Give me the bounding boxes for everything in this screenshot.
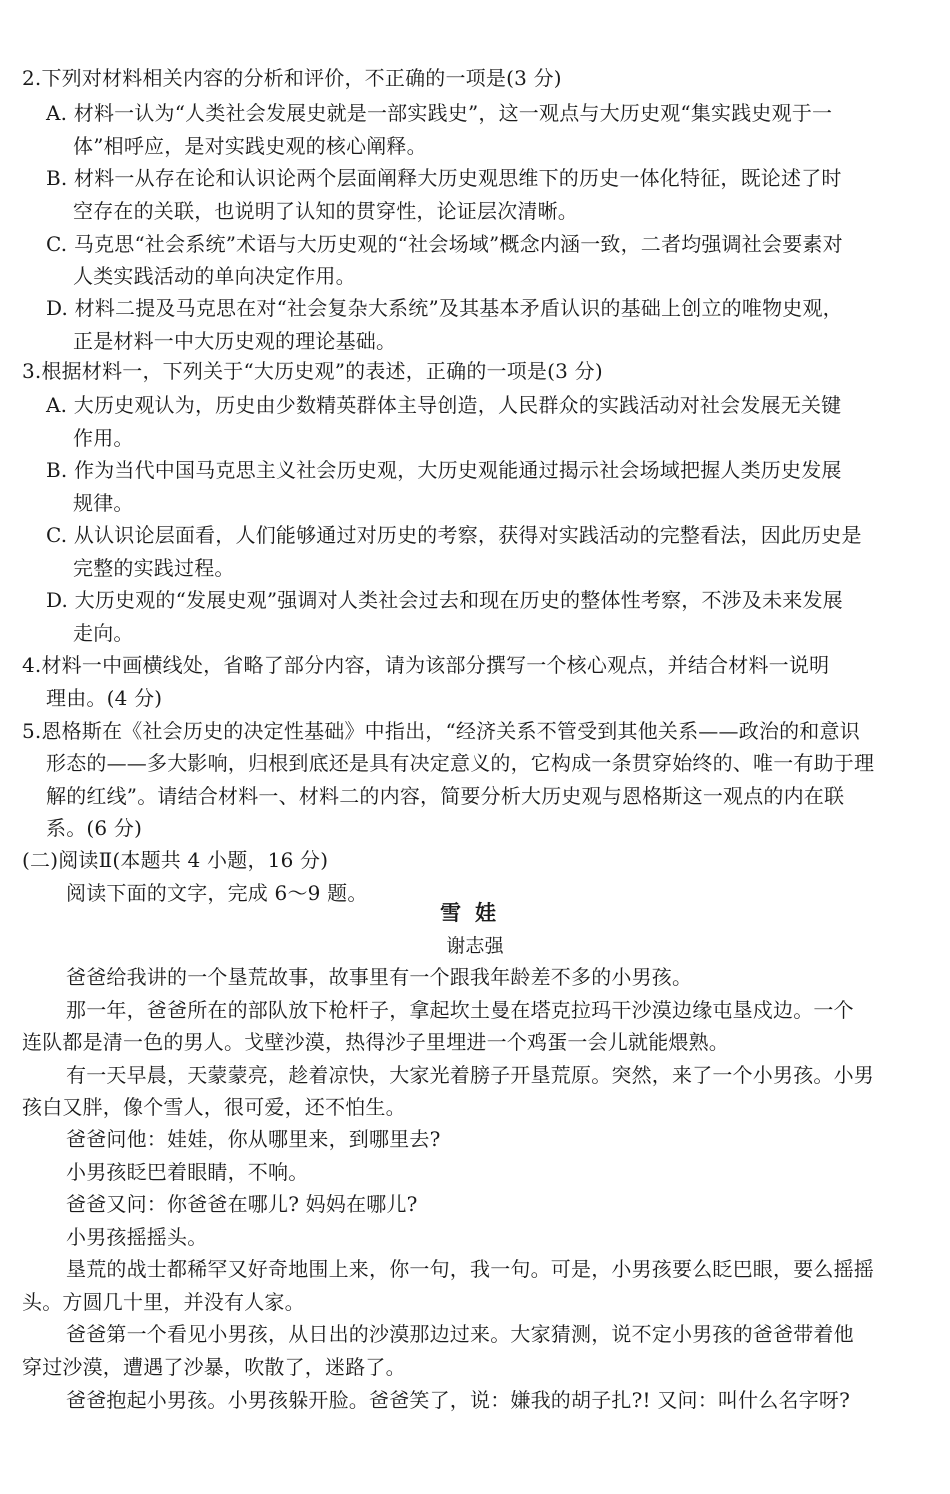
paragraph-2-cont: 连队都是清一色的男人。戈壁沙漠，热得沙子里埋进一个鸡蛋一会儿就能煨熟。 bbox=[22, 1030, 729, 1054]
q3-option-b-cont: 规律。 bbox=[73, 491, 134, 515]
q5-stem-cont-3: 系。(6 分) bbox=[46, 816, 143, 840]
q3-option-a: A. 大历史观认为，历史由少数精英群体主导创造，人民群众的实践活动对社会发展无关键 bbox=[46, 393, 842, 417]
q2-option-d-cont: 正是材料一中大历史观的理论基础。 bbox=[73, 329, 397, 353]
q2-option-b-cont: 空存在的关联，也说明了认知的贯穿性，论证层次清晰。 bbox=[73, 199, 578, 223]
q2-option-b: B. 材料一从存在论和认识论两个层面阐释大历史观思维下的历史一体化特征，既论述了时 bbox=[46, 166, 842, 190]
q2-option-a-cont: 体”相呼应，是对实践史观的核心阐释。 bbox=[73, 134, 427, 158]
q3-option-d-cont: 走向。 bbox=[73, 621, 134, 645]
q3-option-b: B. 作为当代中国马克思主义社会历史观，大历史观能通过揭示社会场域把握人类历史发展 bbox=[46, 458, 842, 482]
paragraph-10: 爸爸抱起小男孩。小男孩躲开脸。爸爸笑了，说：嫌我的胡子扎?! 又问：叫什么名字呀? bbox=[66, 1388, 851, 1412]
q4-stem-cont: 理由。(4 分) bbox=[46, 686, 163, 710]
paragraph-7: 小男孩摇摇头。 bbox=[66, 1225, 208, 1249]
story-author: 谢志强 bbox=[446, 935, 504, 957]
q3-stem: 3.根据材料一，下列关于“大历史观”的表述，正确的一项是(3 分) bbox=[22, 359, 603, 383]
q3-option-c-cont: 完整的实践过程。 bbox=[73, 556, 235, 580]
q2-option-c: C. 马克思“社会系统”术语与大历史观的“社会场域”概念内涵一致，二者均强调社会要素对 bbox=[46, 232, 843, 256]
q2-stem: 2.下列对材料相关内容的分析和评价，不正确的一项是(3 分) bbox=[22, 66, 562, 90]
story-title: 雪娃 bbox=[440, 900, 510, 925]
paragraph-9-cont: 穿过沙漠，遭遇了沙暴，吹散了，迷路了。 bbox=[22, 1355, 406, 1379]
paragraph-4: 爸爸问他：娃娃，你从哪里来，到哪里去? bbox=[66, 1127, 441, 1151]
q2-option-a: A. 材料一认为“人类社会发展史就是一部实践史”，这一观点与大历史观“集实践史观于一 bbox=[46, 101, 833, 125]
paragraph-6: 爸爸又问：你爸爸在哪儿? 妈妈在哪儿? bbox=[66, 1192, 418, 1216]
q3-option-c: C. 从认识论层面看，人们能够通过对历史的考察，获得对实践活动的完整看法，因此历史是 bbox=[46, 523, 862, 547]
q5-stem-cont-1: 形态的——多大影响，归根到底还是具有决定意义的，它构成一条贯穿始终的、唯一有助于理 bbox=[46, 751, 875, 775]
paragraph-3: 有一天早晨，天蒙蒙亮，趁着凉快，大家光着膀子开垦荒原。突然，来了一个小男孩。小男 bbox=[66, 1063, 874, 1087]
q3-option-a-cont: 作用。 bbox=[73, 426, 134, 450]
q5-stem: 5.恩格斯在《社会历史的决定性基础》中指出，“经济关系不管受到其他关系——政治的和意识 bbox=[22, 719, 860, 743]
q4-stem: 4.材料一中画横线处，省略了部分内容，请为该部分撰写一个核心观点，并结合材料一说明 bbox=[22, 653, 830, 677]
q3-option-d: D. 大历史观的“发展史观”强调对人类社会过去和现在历史的整体性考察，不涉及未来发展 bbox=[46, 588, 843, 612]
paragraph-5: 小男孩眨巴着眼睛，不响。 bbox=[66, 1160, 309, 1184]
paragraph-3-cont: 孩白又胖，像个雪人，很可爱，还不怕生。 bbox=[22, 1095, 406, 1119]
paragraph-8-cont: 头。方圆几十里，并没有人家。 bbox=[22, 1290, 305, 1314]
section-instruction: 阅读下面的文字，完成 6～9 题。 bbox=[66, 881, 368, 905]
q2-option-d: D. 材料二提及马克思在对“社会复杂大系统”及其基本矛盾认识的基础上创立的唯物史观， bbox=[46, 296, 843, 320]
paragraph-1: 爸爸给我讲的一个垦荒故事，故事里有一个跟我年龄差不多的小男孩。 bbox=[66, 965, 693, 989]
paragraph-2: 那一年，爸爸所在的部队放下枪杆子，拿起坎土曼在塔克拉玛干沙漠边缘屯垦戍边。一个 bbox=[66, 998, 854, 1022]
q2-option-c-cont: 人类实践活动的单向决定作用。 bbox=[73, 264, 356, 288]
paragraph-8: 垦荒的战士都稀罕又好奇地围上来，你一句，我一句。可是，小男孩要么眨巴眼，要么摇摇 bbox=[66, 1257, 874, 1281]
section-heading: (二)阅读Ⅱ(本题共 4 小题，16 分) bbox=[22, 848, 329, 872]
q5-stem-cont-2: 解的红线”。请结合材料一、材料二的内容，简要分析大历史观与恩格斯这一观点的内在联 bbox=[46, 784, 845, 808]
paragraph-9: 爸爸第一个看见小男孩，从日出的沙漠那边过来。大家猜测，说不定小男孩的爸爸带着他 bbox=[66, 1322, 854, 1346]
